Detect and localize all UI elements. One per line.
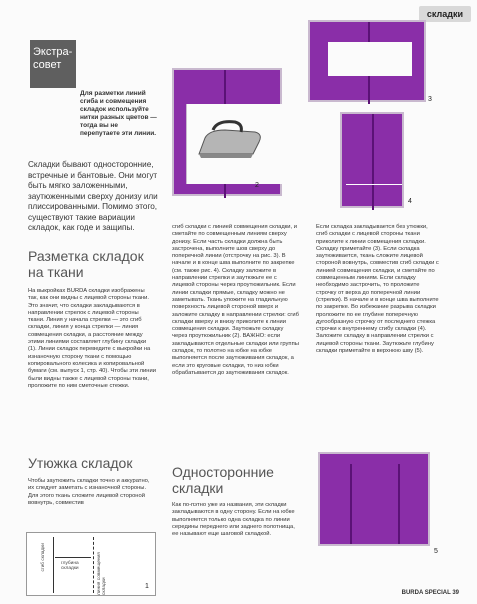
figure-5-number: 5 bbox=[434, 548, 438, 555]
photo-3 bbox=[308, 20, 426, 102]
tip-text: Для разметки линий сгиба и совмещения складок используйте нитки разных цветов — тогда вы не перепутаете эти линии. bbox=[80, 90, 157, 137]
figure-4-number: 4 bbox=[408, 198, 412, 205]
col2-text: сгиб складки с линией совмещения складки, и сметайте по совмещенным линиям сверху донизу. Если часть складки должна быть застрочена, выполните шов сверху до поперечной линии (отстрочку на рис. 3). В начале и в конце шва выполните по закрепке (см. также рис. 4). Складку заложите в направлении стрелки и заутюжьте ее с лицевой стороны через проутюжильник. Если линии складки прямые, складку можно не заметывать. Ткань уложите на гладильную поверхность лицевой стороной вверх и заложите складку в направлении стрелки: сгиб складки вверху и внизу приколите к линии совмещения складки. Заутюжьте складку через проутюжильник (2). ВАЖНО: если закладываются отдельные складки или группы складок, то полотно на юбке на юбке выполняется после заутюживания складок, а если это круговые складки, то низ юбки обрабатывается до заутюживания складок. bbox=[172, 224, 299, 376]
tip-title: Экстра-совет bbox=[30, 40, 76, 88]
figure-1-number: 1 bbox=[145, 583, 149, 590]
fold-label: сгиб складки bbox=[41, 543, 46, 572]
pleat-diagram bbox=[26, 532, 156, 596]
col1-text: На выкройках BURDA складки изображены так, как они видны с лицевой стороны ткани. Это значит, что складки закладываются в направлении стрелок с лицевой стороны ткани. Линия у начала стрелки — это сгиб складки, линия у конца стрелки — линия совмещения складки, а расстояние между этими линиями составляет глубину складки (1). Линии складок переведите с выкройки на изнаночную сторону ткани с помощью копировального колесика и копировальной бумаги (см. выпуск 1, стр. 40). Чтобы эти линии были видны также с лицевой стороны ткани, проложите по ним сметочные стежки. bbox=[28, 288, 156, 389]
iron-icon bbox=[195, 120, 265, 162]
section-tag: складки bbox=[419, 6, 471, 22]
figure-3-number: 3 bbox=[428, 96, 432, 103]
figure-2-number: 2 bbox=[255, 182, 259, 189]
heading-one-sided: Односторонние складки bbox=[172, 464, 274, 496]
depth-label: глубина складки bbox=[61, 561, 79, 571]
col2-text-2: Как по-пэтно уже из названия, эти складки закладываются в одну сторону. Если на юбке выполняется только одна складка по линии середины переднего или заднего полотнища, ее называют еще шаговой складкой. bbox=[172, 502, 295, 538]
col1-text-2: Чтобы заутюжить складки точно и аккуратно, их следует заметать с изнаночной стороны. Для этого ткань сложите лицевой стороной вовнутрь, совместив bbox=[28, 478, 150, 506]
heading-ironing: Утюжка складок bbox=[28, 455, 133, 471]
photo-4 bbox=[340, 112, 404, 208]
match-label: линия совмещения складки bbox=[97, 552, 107, 595]
intro-paragraph: Складки бывают односторонние, встречные и бантовые. Они могут быть мягко заложенными, заутюженными сверху донизу или плиссированными. Помимо этого, существуют такие вариации складок, как годе и защипы. bbox=[28, 160, 158, 232]
photo-5 bbox=[318, 452, 430, 546]
col3-text: Если складка закладывается без утюжки, сгиб складки с лицевой стороны ткани приколите к линии совмещения складки. Складку приметайте (3). Если складка заутюживается, ткань сложите лицевой стороной вовнутрь, совместив сгиб складки с линией совмещения складки, и сметайте по совмещенным линиям. Если складку необходимо застрочить, то проложите строчку от верха до поперечной линии (стрелки). В начале и в конце шва выполните по закрепке. Во избежание разрыва складки проложите по ее глубине поперечную дугообразную строчку от последнего стежка строчки к внутреннему сгибу складки (4). Заложите складку в направлении стрелки с лицевой стороны ткани. Заутюжьте глубину складки приметайте в верхнюю шву (5). bbox=[316, 224, 439, 355]
page-footer: BURDA SPECIAL 39 bbox=[401, 590, 459, 596]
heading-marking: Разметка складок на ткани bbox=[28, 248, 144, 280]
